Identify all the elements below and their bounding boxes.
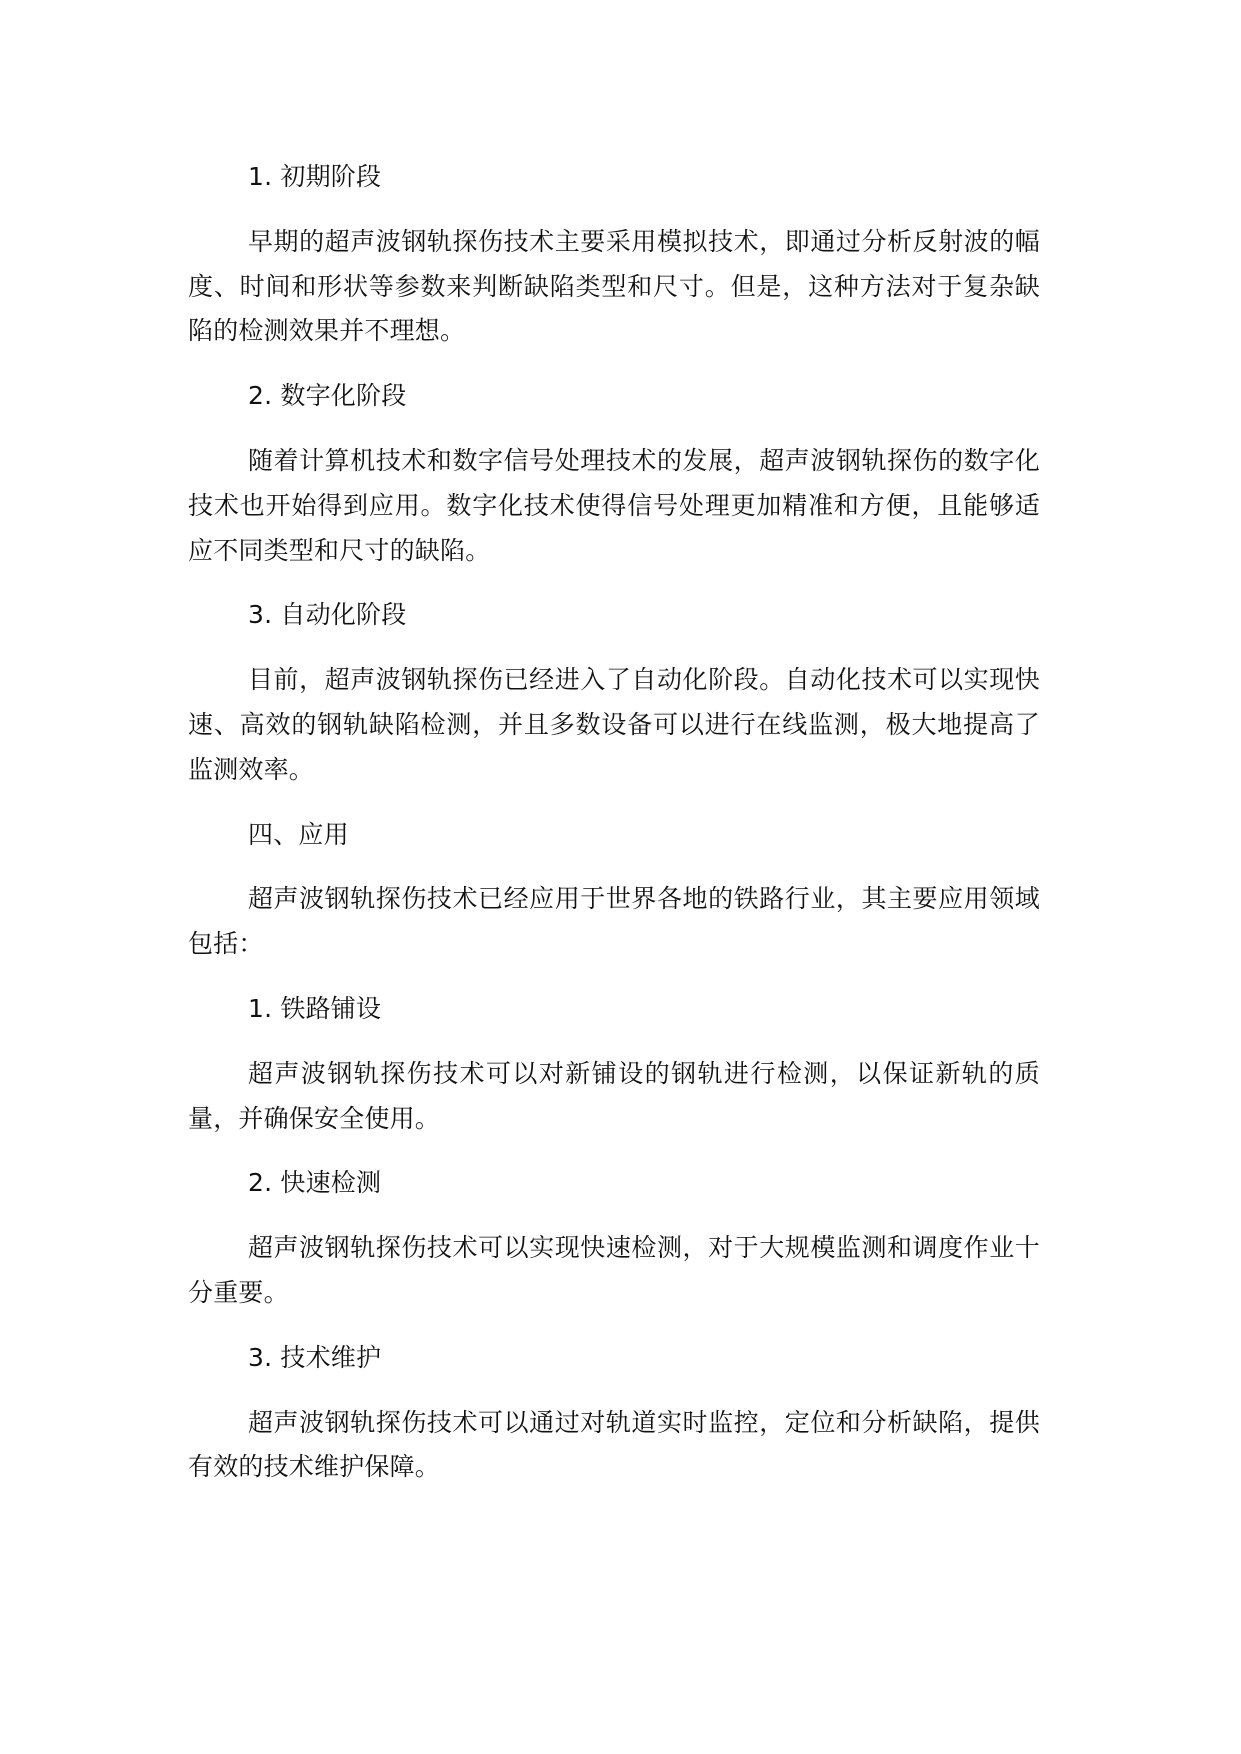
section-heading-initial-stage: 1. 初期阶段 (248, 162, 382, 191)
section-heading-automation-stage: 3. 自动化阶段 (248, 600, 407, 630)
document-body (188, 155, 1040, 1510)
section-heading-applications: 四、应用 (248, 819, 349, 849)
section-heading-fast-detection: 2. 快速检测 (248, 1168, 382, 1198)
paragraph-railway-laying: 超声波钢轨探伤技术可以对新铺设的钢轨进行检测，以保证新轨的质量，并确保安全使用。 (188, 1058, 1040, 1133)
section-heading-technical-maintenance: 3. 技术维护 (248, 1342, 382, 1372)
paragraph-initial-stage: 早期的超声波钢轨探伤技术主要采用模拟技术，即通过分析反射波的幅度、时间和形状等参数来判断缺陷类型和尺寸。但是，这种方法对于复杂缺陷的检测效果并不理想。 (188, 226, 1040, 346)
paragraph-automation-stage: 目前，超声波钢轨探伤已经进入了自动化阶段。自动化技术可以实现快速、高效的钢轨缺陷检测，并且多数设备可以进行在线监测，极大地提高了监测效率。 (188, 665, 1040, 784)
paragraph-technical-maintenance: 超声波钢轨探伤技术可以通过对轨道实时监控，定位和分析缺陷，提供有效的技术维护保障。 (188, 1407, 1040, 1482)
paragraph-applications-intro: 超声波钢轨探伤技术已经应用于世界各地的铁路行业，其主要应用领域包括： (188, 884, 1040, 959)
paragraph-digital-stage: 随着计算机技术和数字信号处理技术的发展，超声波钢轨探伤的数字化技术也开始得到应用。数字化技术使得信号处理更加精准和方便，且能够适应不同类型和尺寸的缺陷。 (188, 445, 1040, 565)
section-heading-railway-laying: 1. 铁路铺设 (248, 993, 382, 1023)
paragraph-fast-detection: 超声波钢轨探伤技术可以实现快速检测，对于大规模监测和调度作业十分重要。 (188, 1233, 1040, 1307)
section-heading-digital-stage: 2. 数字化阶段 (248, 381, 407, 411)
